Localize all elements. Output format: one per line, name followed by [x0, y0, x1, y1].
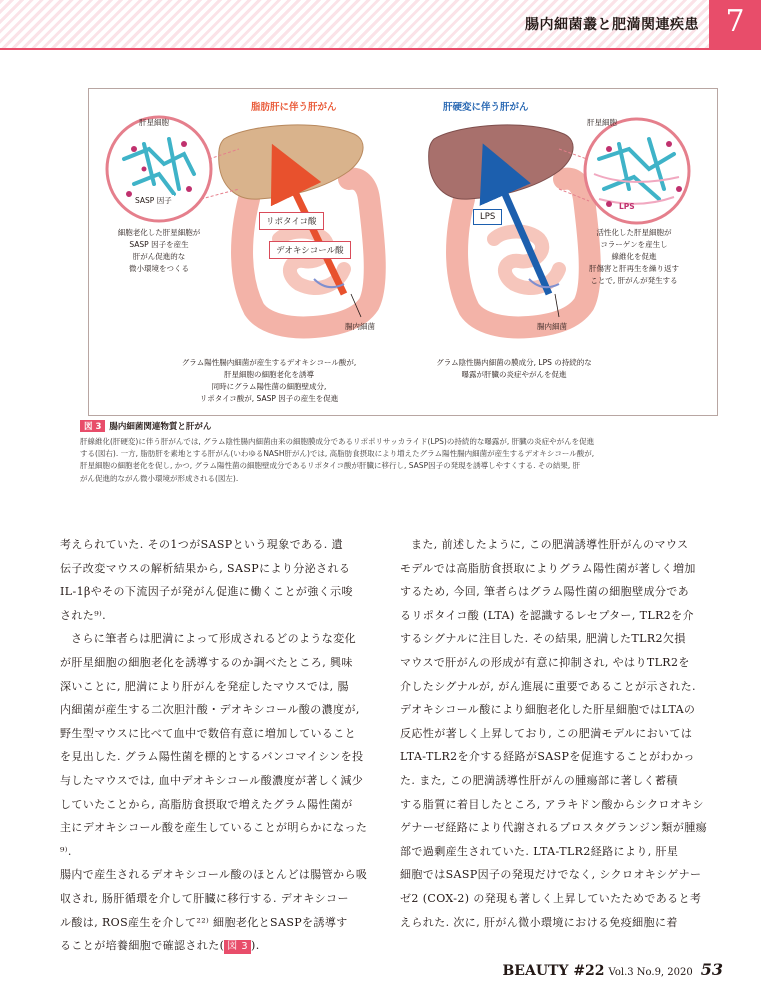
body-line: デオキシコール酸により細胞老化した肝星細胞ではLTAの	[400, 703, 696, 717]
page-number: 53	[700, 960, 723, 979]
caption-line: 肝線維化(肝硬変)に伴う肝がんでは, グラム陰性腸内細菌由来の細胞膜成分であるリポポリサッカライド(LPS)の持続的な曝露が, 肝臓の炎症やがんを促進	[80, 437, 595, 446]
right-cell-label: 肝星細胞	[587, 118, 617, 127]
body-line: するシグナルに注目した. その結果, 肥満したTLR2欠損	[400, 632, 686, 646]
left-bottom-line: リポタイコ酸が, SASP 因子の産生を促進	[199, 394, 339, 403]
right-bacteria-label: 腸内細菌	[537, 322, 567, 331]
left-description-line: 微小環境をつくる	[129, 264, 189, 273]
right-description-line: 線維化を促進	[611, 252, 657, 261]
body-line: 収され, 肠肝循環を介して肝臓に移行する. デオキシコー	[60, 891, 349, 905]
left-bottom-text	[169, 357, 369, 405]
journal-name: BEAUTY #22	[502, 963, 605, 979]
figure-caption-title	[80, 420, 211, 434]
right-description-line: 肝傷害と肝再生を繰り返す	[589, 264, 679, 273]
right-description	[569, 227, 699, 287]
figure-title: 腸内細菌関連物質と肝がん	[109, 422, 212, 432]
body-line: していたことから, 高脂肪食摂取で増えたグラム陽性菌が	[60, 797, 353, 811]
chapter-number: 7	[725, 4, 745, 39]
chapter-badge	[709, 0, 761, 48]
body-line-with-figure-ref	[60, 934, 370, 958]
left-description	[104, 227, 214, 275]
figure-reference[interactable]: 図 3	[224, 940, 251, 954]
figure-3	[88, 88, 718, 416]
body-line: 介したシグナルが, がん進展に重要であることが示された.	[400, 679, 696, 693]
body-line-text: ることが培養細胞で確認された(	[60, 939, 225, 953]
left-description-line: 肝がん促進的な	[132, 252, 186, 261]
caption-line: がん促進的ながん微小環境が形成される(図左).	[80, 473, 239, 483]
right-description-line: コラーゲンを産生し	[600, 240, 668, 249]
body-line: 伝子改変マウスの解析結果から, SASPにより分泌される	[60, 561, 351, 575]
body-line: 腸内で産生されるデオキシコール酸のほとんどは腸管から吸	[60, 868, 368, 882]
left-bottom-line: 肝星細胞の細胞老化を誘導	[224, 370, 314, 379]
body-line: IL-1βやその下流因子が発がん促進に働くことが強く示唆	[60, 585, 353, 599]
body-line: する脂質に着目したところ, アラキドン酸からシクロオキシ	[400, 797, 704, 811]
body-line: ゲナーゼ経路により代謝されるプロスタグランジン類が腫瘍	[400, 821, 708, 835]
left-description-line: 細胞老化した肝星細胞が	[117, 228, 201, 237]
figure-caption-text	[80, 436, 705, 485]
left-panel-title: 脂肪肝に伴う肝がん	[251, 102, 337, 113]
body-line: さらに筆者らは肥満によって形成されるどのような変化	[71, 632, 356, 646]
right-description-line: ことで, 肝がんが発生する	[590, 276, 678, 285]
body-line: 内細菌が産生する二次胆汁酸・デオキシコール酸の濃度が,	[60, 703, 360, 717]
body-line: 反応性が著しく上昇しており, この肥満モデルにおいては	[400, 726, 693, 740]
body-line: ゼ2 (COX-2) の発現も著しく上昇していたためであると考	[400, 891, 702, 905]
body-line: ル酸は, ROS産生を介して²²⁾ 細胞老化とSASPを誘導す	[60, 915, 348, 929]
body-line: また, 前述したように, この肥満誘導性肝がんのマウス	[411, 538, 689, 551]
body-line: された⁹⁾.	[60, 608, 107, 622]
figure-number: 図 3	[80, 420, 105, 432]
volume-info: Vol.3 No.9, 2020	[608, 967, 693, 978]
body-line: た. また, この肥満誘導性肝がんの腫瘍部に著しく蓄積	[400, 773, 678, 787]
page-header	[0, 0, 761, 48]
body-line: を見出した. グラム陽性菌を標的とするバンコマイシンを投	[60, 750, 364, 764]
right-bottom-line: 曝露が肝臓の炎症やがんを促進	[461, 370, 567, 379]
caption-line: する(図右). 一方, 脂肪肝を素地とする肝がん(いわゆるNASH肝がん)では, 高脂肪食摂取により増えたグラム陽性腸内細菌が産生するデオキシコール酸が,	[80, 449, 595, 459]
body-line: LTA-TLR2を介する経路がSASPを促進することがわかっ	[400, 750, 695, 764]
body-line: 与したマウスでは, 血中デオキシコール酸濃度が著しく減少	[60, 773, 364, 787]
body-left-column	[60, 533, 370, 958]
body-line: 深いことに, 肥満により肝がんを発症したマウスでは, 腸	[60, 679, 349, 693]
body-line: るリポタイコ酸 (LTA) を認識するレセプター, TLR2を介	[400, 608, 694, 622]
right-bottom-text	[419, 357, 609, 381]
inset-lps-label: LPS	[619, 202, 635, 211]
body-line: えられた. 次に, 肝がん微小環境における免疫細胞に着	[400, 915, 678, 929]
body-line-tail: ).	[251, 939, 260, 953]
left-cell-label: 肝星細胞	[139, 118, 169, 127]
body-line: が肝星細胞の細胞老化を誘導するのか調べたところ, 興味	[60, 655, 353, 669]
right-panel-title: 肝硬変に伴う肝がん	[443, 102, 529, 113]
body-line: するため, 今回, 筆者らはグラム陽性菌の細胞壁成分であ	[400, 585, 690, 599]
left-bottom-line: 同時にグラム陽性菌の細胞壁成分,	[211, 382, 327, 391]
body-line: 考えられていた. その1つがSASPという現象である. 遺	[60, 538, 343, 551]
deoxycholic-acid-label: デオキシコール酸	[269, 241, 351, 259]
right-inset-circle	[585, 119, 689, 223]
body-line: マウスで肝がんの形成が有意に抑制され, やはりTLR2を	[400, 655, 690, 669]
section-title: 腸内細菌叢と肥満関連疾患	[525, 17, 699, 33]
body-line: 主にデオキシコール酸を産生していることが明らかになった⁹⁾.	[60, 821, 368, 858]
body-line: モデルでは高脂肪食摂取によりグラム陽性菌が著しく増加	[400, 561, 696, 575]
body-line: 細胞ではSASP因子の発現だけでなく, シクロオキシゲナー	[400, 868, 702, 882]
body-line: 部で過剰産生されていた. LTA-TLR2経路により, 肝星	[400, 844, 679, 858]
body-line: 野生型マウスに比べて血中で数倍有意に増加していること	[60, 726, 357, 740]
lps-label: LPS	[473, 209, 502, 225]
sasp-label: SASP 因子	[135, 196, 172, 205]
header-divider	[0, 48, 761, 50]
caption-line: 肝星細胞の細胞老化を促し, かつ, グラム陽性菌の細胞壁成分であるリポタイコ酸が肝臓に移行し, SASP因子の発現を誘導しやすくする. その結果, 肝	[80, 461, 581, 471]
lipoteichoic-acid-label: リポタイコ酸	[259, 212, 324, 230]
right-bottom-line: グラム陰性腸内細菌の膜成分, LPS の持続的な	[436, 358, 592, 367]
page-footer	[502, 960, 723, 979]
right-description-line: 活性化した肝星細胞が	[596, 228, 672, 237]
left-description-line: SASP 因子を産生	[129, 240, 189, 249]
body-right-column	[400, 533, 710, 934]
left-bacteria-label: 腸内細菌	[345, 322, 375, 331]
left-bottom-line: グラム陽性腸内細菌が産生するデオキシコール酸が,	[181, 358, 357, 367]
